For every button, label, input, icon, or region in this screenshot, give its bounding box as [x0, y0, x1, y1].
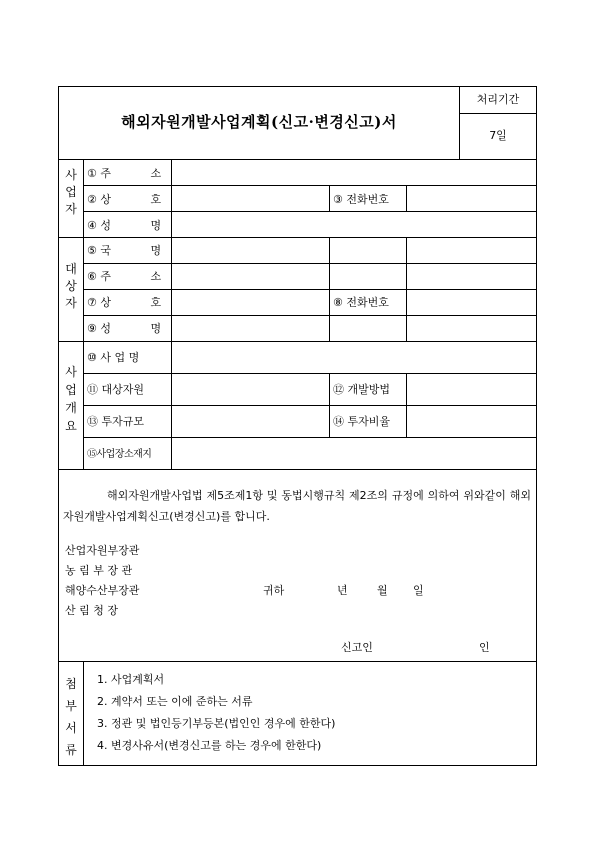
field-target-resource: ⑪ 대상자원: [87, 383, 145, 396]
field-representative-1: ④ 성 명: [87, 219, 180, 232]
attachment-item: 4. 변경사유서(변경신고를 하는 경우에 한한다): [97, 739, 322, 752]
declaration-statement: 해외자원개발사업법 제5조제1항 및 동법시행규칙 제2조의 규정에 의하여 위와같이 해외자원개발사업계획신고(변경신고)를 합니다.: [63, 489, 531, 523]
field-project-name: ⑩ 사 업 명: [87, 351, 140, 364]
form-title: 해외자원개발사업계획(신고·변경신고)서: [121, 113, 397, 131]
field-phone-1: ③ 전화번호: [333, 193, 389, 206]
field-country: ⑤ 국 명: [87, 244, 180, 257]
processing-period-value: 7일: [489, 129, 507, 142]
field-address-2: ⑥ 주 소: [87, 270, 180, 283]
field-company-name-1: ② 상 호: [87, 193, 180, 206]
date-month: 월: [377, 584, 388, 597]
addressee: 산업자원부장관: [65, 544, 140, 557]
date-year: 년: [337, 584, 348, 597]
section-label-counterpart: 대 상 자: [65, 262, 77, 310]
applicant-label: 신고인: [341, 641, 373, 654]
section-label-overview: 사 업 개 요: [65, 365, 77, 433]
processing-period-label: 처리기간: [476, 93, 520, 106]
attachment-item: 1. 사업계획서: [97, 673, 165, 686]
field-investment-ratio: ⑭ 투자비율: [333, 415, 391, 428]
attachment-item: 2. 계약서 또는 이에 준하는 서류: [97, 695, 253, 708]
field-company-name-2: ⑦ 상 호: [87, 296, 180, 309]
attachment-list: [97, 669, 335, 757]
application-form: [58, 86, 537, 766]
field-investment-scale: ⑬ 투자규모: [87, 415, 145, 428]
date-day: 일: [413, 584, 424, 597]
field-phone-2: ⑧ 전화번호: [333, 296, 389, 309]
addressee-list: [65, 541, 139, 621]
field-address-1: ① 주 소: [87, 167, 180, 180]
honorific: 귀하: [263, 584, 285, 597]
seal-mark: 인: [479, 641, 490, 654]
field-representative-2: ⑨ 성 명: [87, 322, 180, 335]
addressee: 해양수산부장관: [65, 584, 140, 597]
addressee: 농 림 부 장 관: [65, 564, 133, 577]
field-project-location: ⑮사업장소재지: [87, 449, 152, 460]
field-development-method: ⑫ 개발방법: [333, 383, 391, 396]
section-label-attachments: 첨 부 서 류: [65, 677, 77, 757]
section-label-business-operator: 사 업 자: [65, 168, 77, 216]
attachment-item: 3. 정관 및 법인등기부등본(법인인 경우에 한한다): [97, 717, 336, 730]
addressee: 산 림 청 장: [65, 604, 118, 617]
